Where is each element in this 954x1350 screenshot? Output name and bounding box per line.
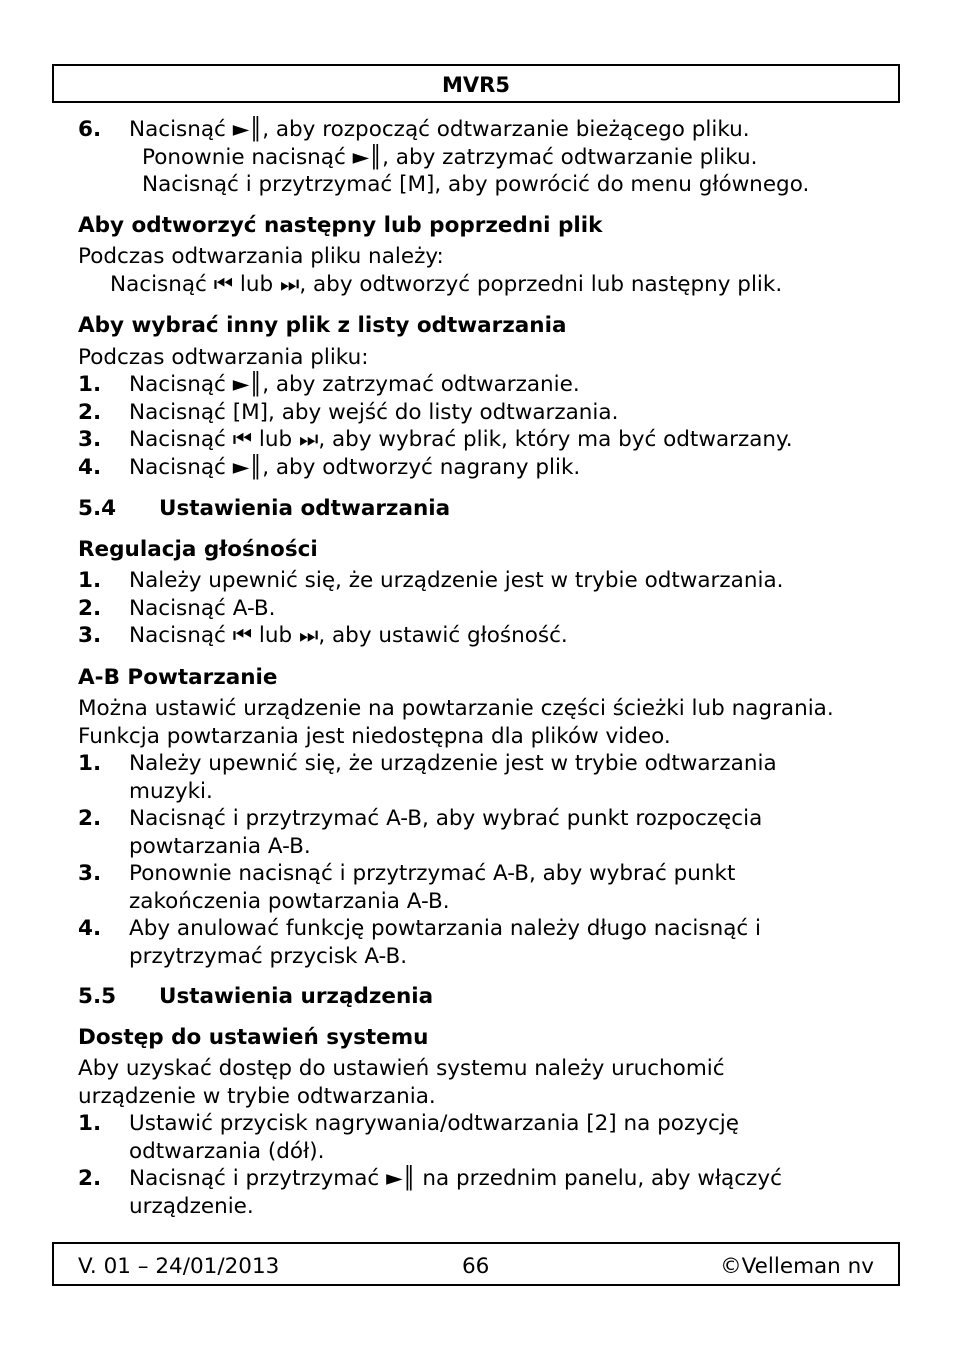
list-item xyxy=(78,622,898,650)
subheading: Aby odtworzyć następny lub poprzedni plik xyxy=(78,212,603,238)
subheading: Aby wybrać inny plik z listy odtwarzania xyxy=(78,313,567,338)
paragraph-line: Podczas odtwarzania pliku: xyxy=(78,344,369,370)
page-number: 66 xyxy=(462,1254,490,1279)
subheading: Regulacja głośności xyxy=(78,536,318,562)
page-header xyxy=(52,64,900,103)
list-item xyxy=(78,454,898,482)
list-item xyxy=(78,1165,898,1193)
section-number: 5.5 xyxy=(78,984,117,1009)
list-item xyxy=(78,399,898,427)
list-item xyxy=(78,116,898,144)
section-title: Ustawienia urządzenia xyxy=(159,984,434,1009)
list-number: 1. xyxy=(78,372,102,397)
list-number: 2. xyxy=(78,399,102,425)
list-number: 3. xyxy=(78,427,102,452)
list-item xyxy=(78,426,898,454)
list-text-continued: powtarzania A-B. xyxy=(129,833,311,859)
list-number: 4. xyxy=(78,454,102,480)
list-text-continued: odtwarzania (dół). xyxy=(129,1138,325,1164)
paragraph-line: urządzenie w trybie odtwarzania. xyxy=(78,1083,436,1109)
list-text-continued: muzyki. xyxy=(129,778,213,804)
model-title: MVR5 xyxy=(442,73,510,97)
list-text: Nacisnąć ⏮ lub ⏭, aby ustawić głośność. xyxy=(129,623,568,648)
list-text-continued: przytrzymać przycisk A-B. xyxy=(129,943,408,969)
paragraph-line: Ponownie nacisnąć ►║, aby zatrzymać odtwarzanie pliku. xyxy=(142,144,758,170)
version-label: V. 01 – 24/01/2013 xyxy=(78,1254,280,1279)
list-number: 6. xyxy=(78,117,102,142)
paragraph-line: Można ustawić urządzenie na powtarzanie części ścieżki lub nagrania. xyxy=(78,696,834,721)
list-text: Nacisnąć ►║, aby rozpocząć odtwarzanie bieżącego pliku. xyxy=(129,117,750,142)
list-item xyxy=(78,1110,898,1138)
list-text: Nacisnąć ⏮ lub ⏭, aby wybrać plik, który ma być odtwarzany. xyxy=(129,427,793,452)
list-item xyxy=(78,915,898,943)
list-text: Ponownie nacisnąć i przytrzymać A-B, aby wybrać punkt xyxy=(129,861,736,886)
list-item xyxy=(78,371,898,399)
section-heading xyxy=(78,983,898,1011)
list-text: Należy upewnić się, że urządzenie jest w trybie odtwarzania. xyxy=(129,568,784,593)
page-footer xyxy=(52,1242,900,1286)
list-number: 1. xyxy=(78,1111,102,1136)
list-number: 3. xyxy=(78,861,102,886)
subheading: Dostęp do ustawień systemu xyxy=(78,1024,429,1050)
list-item xyxy=(78,750,898,778)
list-number: 3. xyxy=(78,623,102,648)
list-number: 2. xyxy=(78,806,102,831)
list-text: Ustawić przycisk nagrywania/odtwarzania [2] na pozycję xyxy=(129,1111,739,1136)
list-text-continued: urządzenie. xyxy=(129,1193,254,1219)
list-text: Nacisnąć ►║, aby odtworzyć nagrany plik. xyxy=(129,454,581,480)
list-text: Należy upewnić się, że urządzenie jest w trybie odtwarzania xyxy=(129,751,777,776)
list-number: 4. xyxy=(78,916,102,941)
section-heading xyxy=(78,495,898,523)
list-number: 2. xyxy=(78,1166,102,1191)
page-content xyxy=(78,116,898,1220)
subheading: A-B Powtarzanie xyxy=(78,664,278,690)
copyright-label: ©Velleman nv xyxy=(720,1254,874,1279)
list-text: Nacisnąć [M], aby wejść do listy odtwarzania. xyxy=(129,399,619,425)
list-item xyxy=(78,805,898,833)
paragraph-line: Aby uzyskać dostęp do ustawień systemu należy uruchomić xyxy=(78,1056,725,1081)
section-title: Ustawienia odtwarzania xyxy=(159,496,451,521)
section-number: 5.4 xyxy=(78,496,117,521)
list-text-continued: zakończenia powtarzania A-B. xyxy=(129,888,450,914)
paragraph-line: Podczas odtwarzania pliku należy: xyxy=(78,244,444,269)
list-text: Nacisnąć A-B. xyxy=(129,595,276,621)
list-number: 2. xyxy=(78,595,102,621)
paragraph-line: Nacisnąć ⏮ lub ⏭, aby odtworzyć poprzedni lub następny plik. xyxy=(110,271,783,297)
paragraph-line: Nacisnąć i przytrzymać [M], aby powrócić do menu głównego. xyxy=(142,172,810,197)
list-text: Nacisnąć ►║, aby zatrzymać odtwarzanie. xyxy=(129,372,580,397)
list-item xyxy=(78,595,898,623)
list-item xyxy=(78,567,898,595)
list-text: Aby anulować funkcję powtarzania należy długo nacisnąć i xyxy=(129,916,762,941)
list-text: Nacisnąć i przytrzymać ►║ na przednim panelu, aby włączyć xyxy=(129,1166,782,1191)
paragraph-line: Funkcja powtarzania jest niedostępna dla plików video. xyxy=(78,723,671,749)
list-text: Nacisnąć i przytrzymać A-B, aby wybrać punkt rozpoczęcia xyxy=(129,806,763,831)
list-number: 1. xyxy=(78,568,102,593)
list-number: 1. xyxy=(78,751,102,776)
list-item xyxy=(78,860,898,888)
